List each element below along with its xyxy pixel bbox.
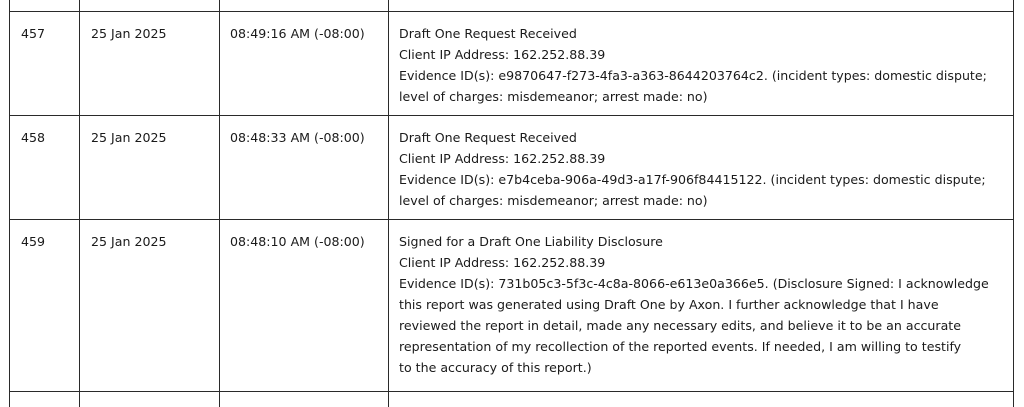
description-line: to the accuracy of this report.) bbox=[399, 360, 592, 375]
entry-description bbox=[399, 231, 1011, 378]
description-line: Evidence ID(s): e7b4ceba-906a-49d3-a17f-906f84415122. (incident types: domestic dispute; bbox=[399, 172, 986, 187]
description-line: Client IP Address: 162.252.88.39 bbox=[399, 151, 606, 166]
entry-id: 459 bbox=[21, 234, 46, 249]
entry-date: 25 Jan 2025 bbox=[91, 26, 167, 41]
table-row bbox=[9, 115, 1014, 219]
entry-time: 08:49:16 AM (-08:00) bbox=[230, 26, 365, 41]
entry-date: 25 Jan 2025 bbox=[91, 234, 167, 249]
description-line: Evidence ID(s): e9870647-f273-4fa3-a363-8644203764c2. (incident types: domestic dispute; bbox=[399, 68, 987, 83]
description-line: level of charges: misdemeanor; arrest made: no) bbox=[399, 193, 708, 208]
row-divider bbox=[9, 391, 1014, 392]
description-line: level of charges: misdemeanor; arrest made: no) bbox=[399, 89, 708, 104]
description-line: Signed for a Draft One Liability Disclosure bbox=[399, 234, 663, 249]
entry-description bbox=[399, 127, 1011, 211]
description-line: Draft One Request Received bbox=[399, 26, 577, 41]
entry-time: 08:48:10 AM (-08:00) bbox=[230, 234, 365, 249]
description-line: Client IP Address: 162.252.88.39 bbox=[399, 255, 606, 270]
description-line: representation of my recollection of the reported events. If needed, I am willing to testify bbox=[399, 339, 962, 354]
entry-time: 08:48:33 AM (-08:00) bbox=[230, 130, 365, 145]
entry-id: 457 bbox=[21, 26, 46, 41]
entry-id: 458 bbox=[21, 130, 46, 145]
table-row bbox=[9, 11, 1014, 115]
entry-date: 25 Jan 2025 bbox=[91, 130, 167, 145]
description-line: this report was generated using Draft One by Axon. I further acknowledge that I have bbox=[399, 297, 939, 312]
description-line: Client IP Address: 162.252.88.39 bbox=[399, 47, 606, 62]
description-line: reviewed the report in detail, made any necessary edits, and believe it to be an accurate bbox=[399, 318, 961, 333]
description-line: Evidence ID(s): 731b05c3-5f3c-4c8a-8066-e613e0a366e5. (Disclosure Signed: I acknowledge bbox=[399, 276, 989, 291]
entry-description bbox=[399, 23, 1011, 107]
description-line: Draft One Request Received bbox=[399, 130, 577, 145]
table-row bbox=[9, 219, 1014, 391]
